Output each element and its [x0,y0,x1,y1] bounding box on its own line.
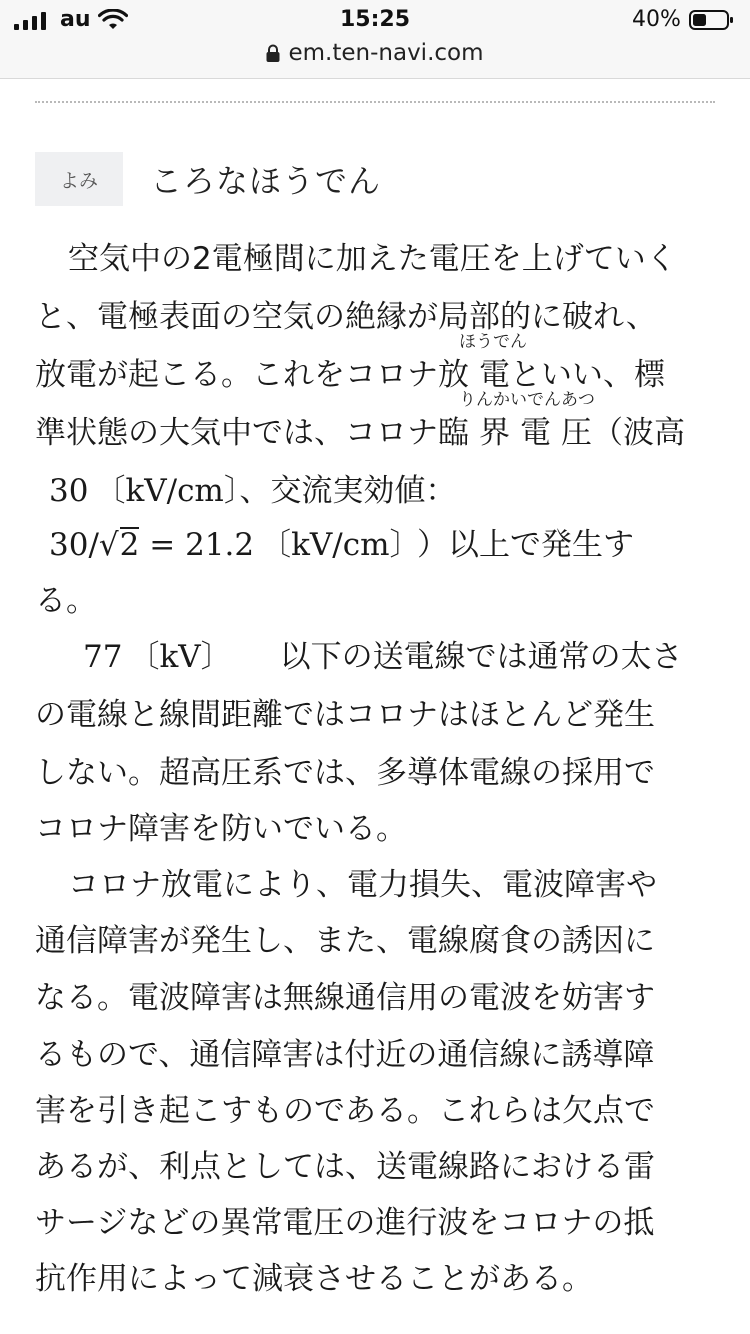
p1-line-4 [35,414,685,454]
voltage-unit: 〔kV〕 [128,639,232,675]
section-divider [35,101,715,103]
sqrt-radicand: 2 [119,527,140,563]
battery-percentage: 40% [632,7,681,32]
address-bar[interactable] [0,40,750,70]
p1-line-3d: といい、標 [510,357,665,393]
formula-rms-numerator: 30/ [49,527,99,563]
ruby-base-kai: 界 [479,415,510,451]
ruby-base-hou: 放 [438,357,469,393]
p3-line-3: なる。電波障害は無線通信用の電波を妨害す [35,980,655,1016]
p2-line-2: の電線と線間距離ではコロナはほとんど発生 [35,697,655,733]
p1-line-2: と、電極表面の空気の絶縁が局部的に破れ、 [35,299,657,335]
p1-line-1: 空気中の2電極間に加えた電圧を上げていく [68,241,677,277]
p3-line-8: 抗作用によって減衰させることがある。 [35,1261,593,1297]
clock: 15:25 [339,7,411,32]
p1-line-5c: 、交流実効値： [239,473,457,509]
ruby-base-rin: 臨 [438,415,469,451]
p2-line-1c: 以下の送電線では通常の太さ [279,639,683,675]
p3-line-4: るもので、通信障害は付近の通信線に誘導障 [35,1037,655,1073]
p3-line-2: 通信障害が発生し、また、電線腐食の誘因に [35,923,655,959]
status-bar [0,0,750,42]
p1-line-3a: 放電が起こる。これをコロナ [35,357,438,393]
formula-peak-unit: 〔kV/cm〕 [94,473,240,509]
p3-line-1: コロナ放電により、電力損失、電波障害や [68,867,657,903]
ruby-base-den: 電 [479,357,510,393]
p1-line-4a: 準状態の大気中では、コロナ [35,415,438,451]
formula-peak-value: 30 [49,473,89,509]
p3-line-5: 害を引き起こすものである。これらは欠点で [35,1093,655,1129]
p1-line-7: る。 [35,583,97,619]
sqrt-symbol: √ [98,527,119,563]
voltage-value: 77 [83,639,123,675]
formula-rms-unit: 〔kV/cm〕 [260,527,405,563]
browser-chrome [0,0,750,79]
p1-line-4f: （波高 [592,415,685,451]
url-text: em.ten-navi.com [288,40,484,66]
p2-line-3: しない。超高圧系では、多導体電線の採用で [35,755,655,791]
p3-line-7: サージなどの異常電圧の進行波をコロナの抵 [35,1205,655,1241]
ruby-base-atsu: 圧 [561,415,592,451]
reading-label: よみ [35,152,123,206]
ruby-houden: ほうでん [459,332,527,352]
formula-rms-value: = 21.2 [139,527,255,563]
p2-line-1 [83,638,683,678]
battery-icon [689,10,733,30]
carrier-name: au [60,7,91,32]
p3-line-6: あるが、利点としては、送電線路における雷 [35,1149,655,1185]
reading-row [35,152,381,206]
p1-line-6f: ）以上で発生す [416,527,634,563]
reading-value: ころなほうでん [150,162,382,200]
ruby-rinkaidenatsu: りんかいでんあつ [459,390,595,410]
ruby-base-den2: 電 [520,415,551,451]
p1-line-6 [49,526,634,566]
lock-icon [266,44,280,62]
p2-line-4: コロナ障害を防いでいる。 [35,811,407,847]
p1-line-5 [49,472,456,512]
